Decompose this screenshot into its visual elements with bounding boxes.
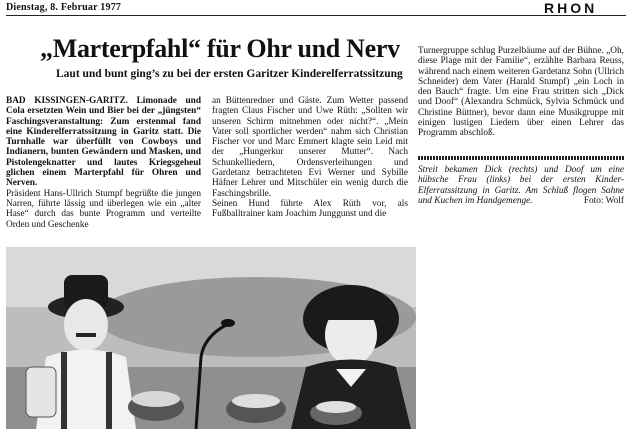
article-headline: „Marterpfahl“ für Ohr und Nerv — [40, 34, 400, 63]
body-paragraph: Seinen Hund führte Alex Rüth vor, als Fußballtrainer kam Joachim Junggunst und die — [212, 198, 408, 220]
caption-text: Streit bekamen Dick (rechts) und Doof um eine hübsche Frau (links) bei der ersten Kinder-Elferratssitzung in Garitz. Am Schluß flogen Sahne und Kuchen im Handgemenge. — [418, 165, 624, 207]
photo-caption — [418, 165, 624, 207]
issue-date: Dienstag, 8. Februar 1977 — [6, 2, 122, 13]
caption-divider — [418, 156, 624, 160]
body-paragraph: Präsident Hans-Ullrich Stumpf begrüßte die jungen Narren, führte lässig und überlegen wie ein „alter Hase“ durch das bunte Programm und verteilte Orden und Geschenke — [6, 188, 201, 230]
section-title: RHON — [544, 0, 598, 16]
article-column-2 — [212, 96, 408, 220]
article-photo — [6, 247, 416, 429]
body-paragraph: an Büttenredner und Gäste. Zum Wetter passend fragten Claus Fischer und Uwe Rüth: „Sollten wir unseren Schirm mitnehmen oder nicht?“. „Mein Vater soll sportlicher werden“ nahm sich Christian Fischer vor und Marc Emmert klagte sein Leid mit der „Hungerkur unserer Mutter“. Nach Schunkelliedern, Ordensverleihungen und Gardetanz betrachteten Evi Werner und Sybille Häfner Lehrer und Mitschüler ein wenig durch die Faschingsbrille. — [212, 96, 408, 199]
article-subheadline: Laut und bunt ging’s zu bei der ersten Garitzer Kinderelferratssitzung — [56, 68, 403, 80]
lead-paragraph: BAD KISSINGEN-GARITZ. Limonade und Cola ersetzten Wein und Bier bei der „jüngsten“ Faschingsveranstaltung: Zum erstenmal fand eine Kinderelferratssitzung in Garitz statt. Die Turnhalle war überfüllt von Cowboys und Indianern, bunten Gewändern und Masken, und Pistolengeknatter und lautes Kriegsgeheul glichen einem Marterpfahl für Ohren und Nerven. — [6, 96, 201, 189]
article-column-3 — [418, 46, 624, 139]
photo-credit: Foto: Wolf — [583, 196, 624, 207]
newspaper-photo-icon — [6, 247, 416, 429]
article-column-1 — [6, 96, 201, 230]
body-paragraph: Turnergruppe schlug Purzelbäume auf der Bühne. „Oh, diese Plage mit der Familie“, erzählte Barbara Reuss, während nach einem weiteren Gardetanz Sohn (Ullrich Schneider) dem Vater (Harald Stumpf) „ein Loch in den Bauch“ fragte. Um eine Frau stritten sich „Dick und Doof“ (Alexandra Schmück, Sylvia Schmück und Christine Büttner), bevor dann eine Musikgruppe mit einigen lustigen Liedern über einen Lehrer das Programm abschloß. — [418, 46, 624, 139]
header-rule — [6, 15, 626, 16]
